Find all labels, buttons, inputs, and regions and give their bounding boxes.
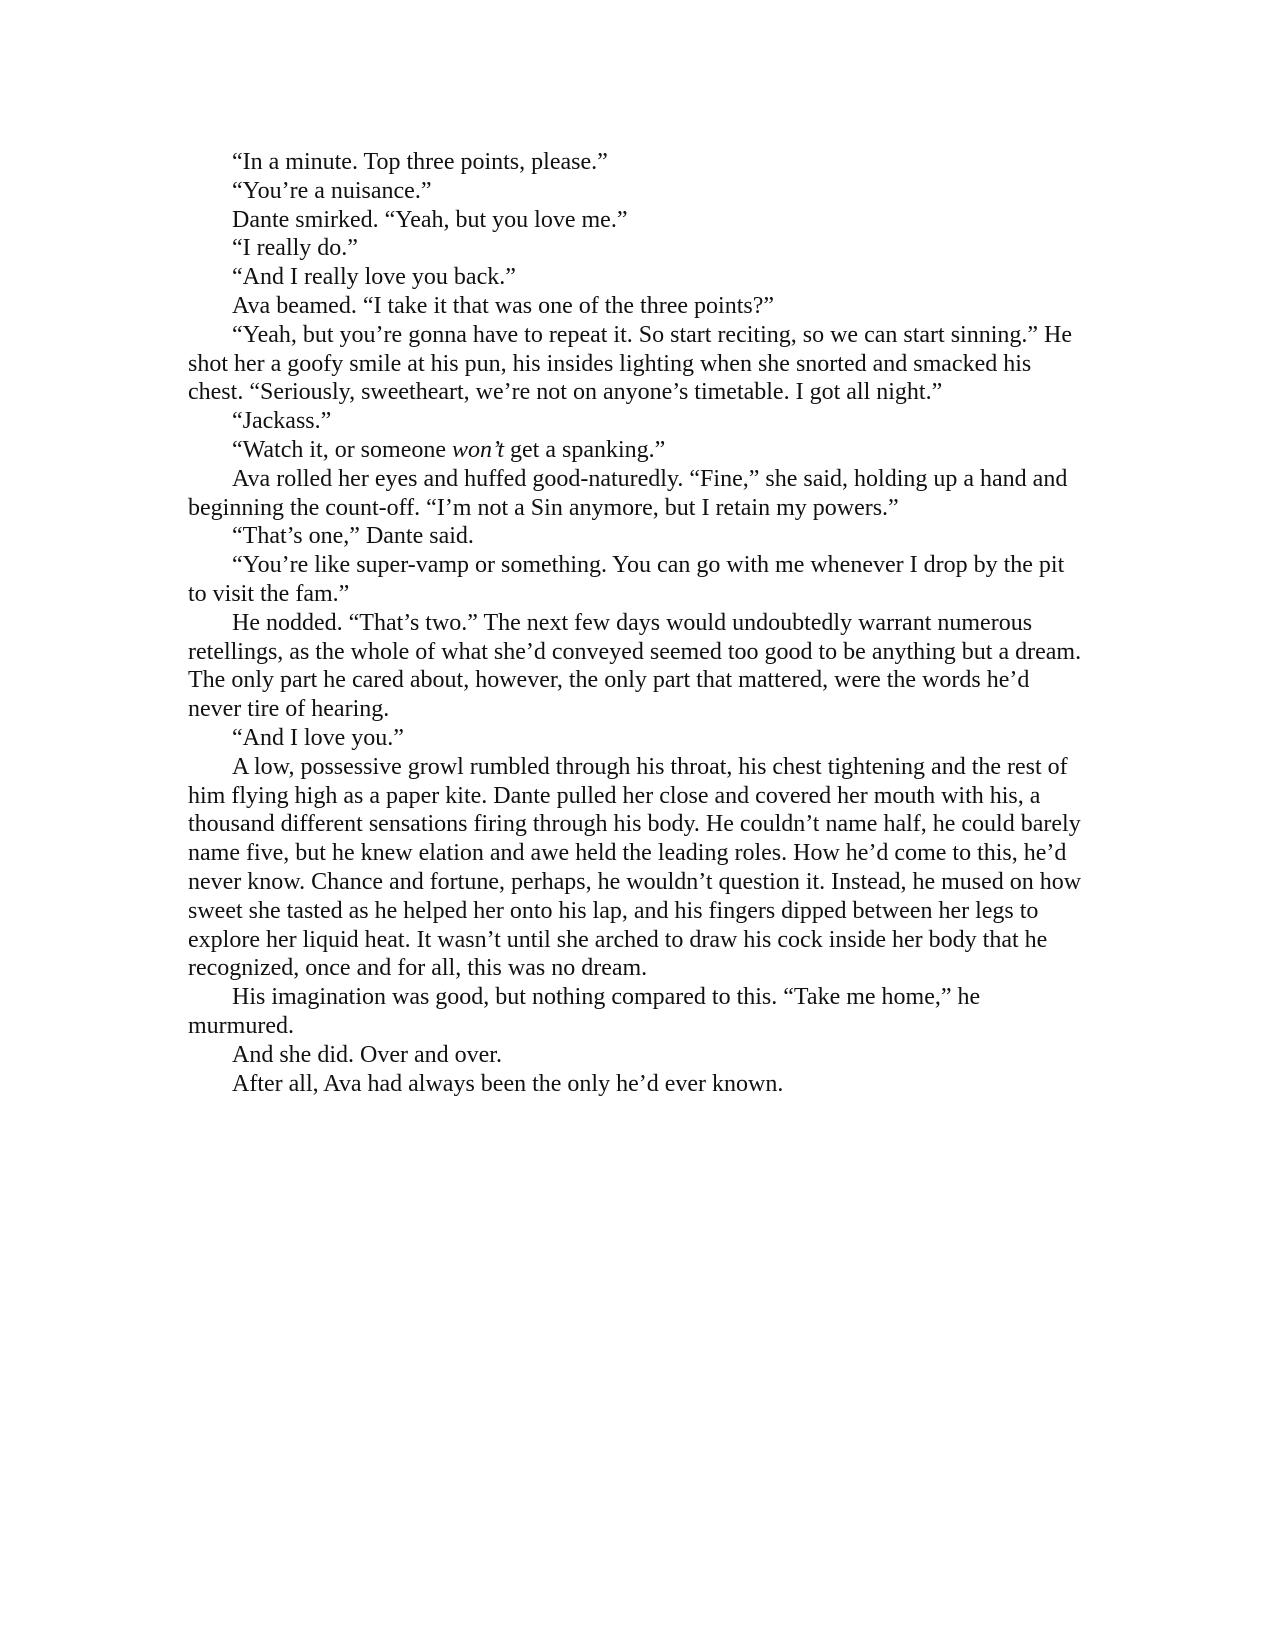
paragraph: “Jackass.” [232,408,332,435]
paragraph: “Yeah, but you’re gonna have to repeat it. So start reciting, so we can start sinning.” He shot her a goofy smile at his pun, his insides lighting when she snorted and smacked his chest. “Seriously, sweetheart, we’re not on anyone’s timetable. I got all night.” [188,321,1072,406]
paragraph: “I really do.” [232,235,358,262]
paragraph-text-before: “Watch it, or someone [232,436,452,463]
paragraph: “And I really love you back.” [232,264,516,291]
document-body [188,148,1083,1098]
paragraph: Ava beamed. “I take it that was one of the three points?” [232,292,775,319]
paragraph: “That’s one,” Dante said. [232,523,474,550]
paragraph: His imagination was good, but nothing compared to this. “Take me home,” he murmured. [188,984,981,1039]
paragraph: And she did. Over and over. [232,1041,502,1068]
emphasized-word: won’t [452,436,505,463]
paragraph: Ava rolled her eyes and huffed good-naturedly. “Fine,” she said, holding up a hand and beginning the count-off. “I’m not a Sin anymore, but I retain my powers.” [188,465,1068,521]
paragraph: After all, Ava had always been the only he’d ever known. [232,1070,784,1097]
paragraph: “You’re like super-vamp or something. You can go with me whenever I drop by the pit to visit the fam.” [188,552,1065,607]
paragraph: A low, possessive growl rumbled through his throat, his chest tightening and the rest of him flying high as a paper kite. Dante pulled her close and covered her mouth with his, a thousand different sensations firing through his body. He couldn’t name half, he could barely name five, but he knew elation and awe held the leading roles. How he’d come to this, he’d never know. Chance and fortune, perhaps, he wouldn’t question it. Instead, he mused on how sweet she tasted as he helped her onto his lap, and his fingers dipped between her legs to explore her liquid heat. It wasn’t until she arched to draw his cock inside her body that he recognized, once and for all, this was no dream. [188,753,1082,982]
paragraph: “In a minute. Top three points, please.” [232,149,608,175]
paragraph: He nodded. “That’s two.” The next few days would undoubtedly warrant numerous retellings, as the whole of what she’d conveyed seemed too good to be anything but a dream. The only part he cared about, however, the only part that mattered, were the words he’d never tire of hearing. [188,609,1082,723]
paragraph-text-after: get a spanking.” [504,436,666,463]
paragraph: “And I love you.” [232,724,404,751]
paragraph: “You’re a nuisance.” [232,177,432,204]
paragraph: Dante smirked. “Yeah, but you love me.” [232,206,628,233]
paragraph-with-emphasis [188,436,1083,465]
